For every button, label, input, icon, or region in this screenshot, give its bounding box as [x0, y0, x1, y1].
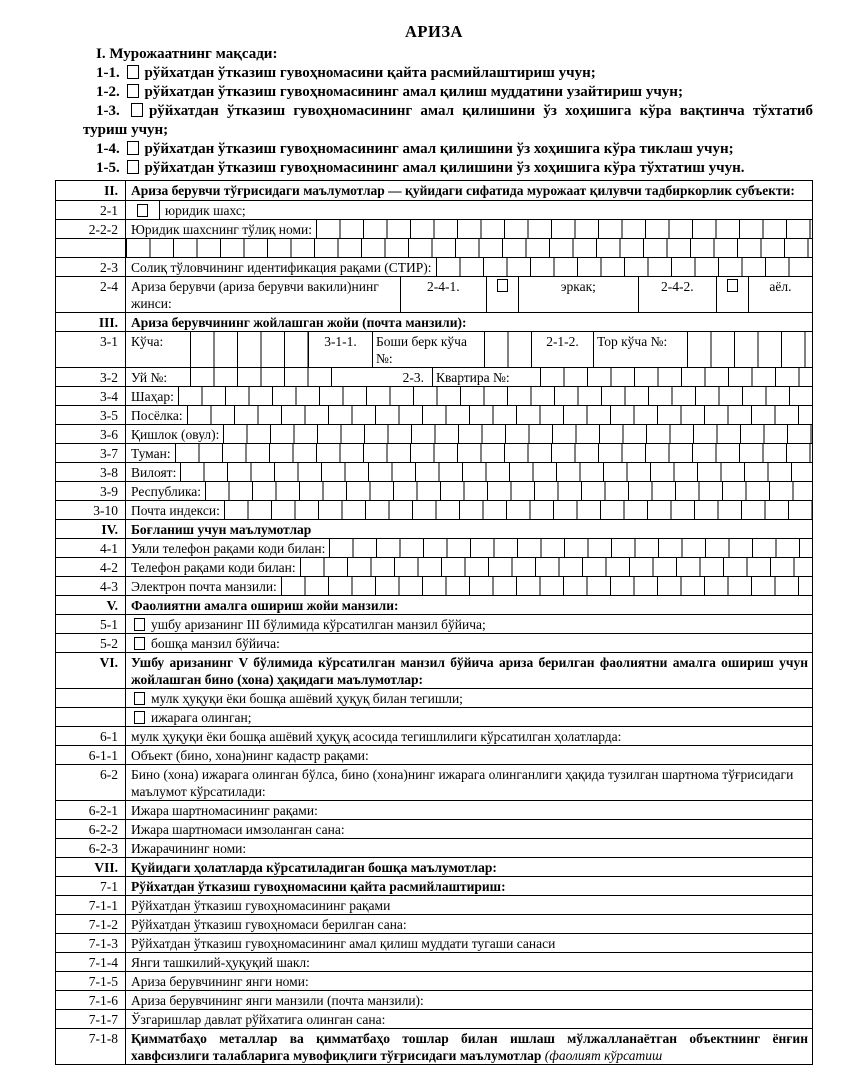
row-content [126, 991, 812, 1009]
table-row [56, 914, 812, 933]
row-label: Посёлка: [131, 408, 183, 423]
row-content [126, 596, 812, 614]
table-row [56, 652, 812, 688]
row-label: Ижарачининг номи: [131, 841, 247, 856]
row-label: Ариза берувчининг янги манзили (почта манзили): [131, 993, 424, 1008]
section-heading: Боғланиш учун маълумотлар [131, 522, 312, 537]
row-content [126, 915, 812, 933]
checkbox-icon [134, 637, 145, 650]
char-boxes [190, 368, 340, 386]
row-label: Бино (хона) ижарага олинган бўлса, бино (хона)нинг ижарага олинганлиги ҳақида тузилган шартнома тўғрисидаги маълумот кўрсатилади: [131, 767, 794, 799]
checkbox-icon [127, 160, 139, 174]
row-content [126, 258, 812, 276]
row-number: 6-2-2 [56, 820, 126, 838]
table-row [56, 576, 812, 595]
table-row [56, 1028, 812, 1064]
checkbox-icon [727, 279, 738, 292]
row-label-text: мулк ҳуқуқи ёки бошқа ашёвий ҳуқуқ билан тегишли; [151, 691, 463, 706]
row-number: 7-1-3 [56, 934, 126, 952]
char-boxes [223, 425, 812, 443]
table-row [56, 952, 812, 971]
table-row [56, 443, 812, 462]
row-label [126, 634, 812, 652]
table-row [56, 633, 812, 652]
purpose-item-text: рўйхатдан ўтказиш гувоҳномасининг амал қилиш муддатини узайтириш учун; [144, 84, 683, 100]
section-heading: Қуйидаги ҳолатларда кўрсатиладиган бошқа маълумотлар: [131, 860, 497, 875]
checkbox-icon [137, 204, 148, 217]
row-content [126, 387, 812, 405]
form-title: АРИЗА [405, 22, 463, 41]
row-number: 6-2 [56, 765, 126, 800]
row-label-text: бошқа манзил бўйича: [151, 636, 280, 651]
row-label: мулк ҳуқуқи ёки бошқа ашёвий ҳуқуқ асосида тегишлилиги кўрсатилган ҳолатларда: [131, 729, 622, 744]
char-boxes [190, 332, 308, 367]
row-number: V. [56, 596, 126, 614]
row-content [126, 708, 812, 726]
row-number: 7-1-6 [56, 991, 126, 1009]
char-boxes [180, 463, 812, 481]
row-label-text: ижарага олинган; [151, 710, 252, 725]
row-label: Электрон почта манзили: [131, 579, 277, 594]
purpose-list [83, 64, 813, 178]
purpose-item [83, 140, 813, 159]
row-content [126, 220, 812, 238]
row-number: 2-4 [56, 277, 126, 312]
row-number [56, 708, 126, 726]
row-content [126, 277, 812, 312]
row-content [126, 820, 812, 838]
row-number: 3-2 [56, 368, 126, 386]
row-label: Объект (бино, хона)нинг кадастр рақами: [131, 748, 369, 763]
purpose-item-number: 1-5. [96, 160, 124, 176]
row-number: 6-1-1 [56, 746, 126, 764]
row-content [126, 313, 812, 331]
row-label: Почта индекси: [131, 503, 220, 518]
row-number: 7-1-2 [56, 915, 126, 933]
table-row [56, 238, 812, 257]
gender-female-label: аёл. [748, 277, 812, 312]
row-label: Рўйхатдан ўтказиш гувоҳномасининг рақами [131, 898, 391, 913]
row-label: Рўйхатдан ўтказиш гувоҳномасининг амал қилиш муддати тугаши санаси [131, 936, 556, 951]
char-boxes [687, 332, 812, 367]
sub-label: Квартира №: [432, 368, 540, 386]
row-content [126, 896, 812, 914]
row-content [126, 765, 812, 800]
row-number: 7-1-5 [56, 972, 126, 990]
row-label: Телефон рақами коди билан: [131, 560, 296, 575]
row-content [126, 181, 812, 200]
row-number: 2-1 [56, 201, 126, 219]
table-row [56, 895, 812, 914]
table-row [56, 990, 812, 1009]
purpose-item-number: 1-2. [96, 84, 124, 100]
row-content [126, 425, 812, 443]
purpose-item-number: 1-3. [96, 103, 128, 119]
table-row [56, 933, 812, 952]
char-boxes [329, 539, 812, 557]
row-label-italic-text: (фаолият кўрсатиш [544, 1048, 663, 1063]
checkbox-icon [497, 279, 508, 292]
section-heading: Фаолиятни амалга ошириш жойи манзили: [131, 598, 399, 613]
table-row [56, 538, 812, 557]
char-boxes [540, 368, 812, 386]
row-content [126, 368, 812, 386]
table-row [56, 257, 812, 276]
row-number: 3-4 [56, 387, 126, 405]
table-row [56, 857, 812, 876]
row-number [56, 689, 126, 707]
char-boxes [126, 239, 812, 257]
char-boxes [436, 258, 812, 276]
row-label: Республика: [131, 484, 202, 499]
row-label: Ижара шартномасининг рақами: [131, 803, 318, 818]
row-content [126, 934, 812, 952]
row-number: 6-2-3 [56, 839, 126, 857]
table-row [56, 838, 812, 857]
row-label: Қишлок (овул): [131, 427, 220, 442]
row-number: 3-6 [56, 425, 126, 443]
sub-number: 3-1-1. [308, 332, 372, 367]
table-row [56, 331, 812, 367]
row-content [126, 727, 812, 745]
row-content [126, 463, 812, 481]
row-number: 6-1 [56, 727, 126, 745]
table-row [56, 745, 812, 764]
row-content [126, 501, 812, 519]
char-boxes [224, 501, 812, 519]
table-row [56, 688, 812, 707]
row-content [126, 634, 812, 652]
row-label: Ариза берувчи (ариза берувчи вакили)нинг жинси: [131, 279, 379, 311]
table-row [56, 557, 812, 576]
purpose-item-text: рўйхатдан ўтказиш гувоҳномасининг амал қилишини ўз хоҳишига кўра тўхтатиш учун. [144, 160, 745, 176]
char-boxes [175, 444, 812, 462]
row-number: 4-3 [56, 577, 126, 595]
row-number: VI. [56, 653, 126, 688]
purpose-item [83, 83, 813, 102]
row-content [126, 332, 812, 367]
row-number: 5-2 [56, 634, 126, 652]
purpose-item [83, 64, 813, 83]
row-label: Ариза берувчининг янги номи: [131, 974, 309, 989]
row-number: 7-1 [56, 877, 126, 895]
char-boxes [300, 558, 812, 576]
purpose-item [83, 159, 813, 178]
row-content [126, 1010, 812, 1028]
checkbox-cell [126, 201, 160, 219]
row-number: VII. [56, 858, 126, 876]
table-row [56, 481, 812, 500]
table-row [56, 462, 812, 481]
row-label [126, 615, 812, 633]
char-boxes [205, 482, 812, 500]
table-row [56, 181, 812, 200]
row-label: юридик шахс; [165, 203, 246, 218]
row-content [126, 839, 812, 857]
row-number: 2-2-2 [56, 220, 126, 238]
application-table [55, 180, 813, 1065]
sub-number: 2-1-2. [531, 332, 593, 367]
gender-male-label: эркак; [518, 277, 638, 312]
row-number: II. [56, 181, 126, 200]
row-label: Рўйхатдан ўтказиш гувоҳномасини қайта расмийлаштириш: [131, 879, 506, 894]
table-row [56, 386, 812, 405]
row-number: 7-1-1 [56, 896, 126, 914]
purpose-item-number: 1-4. [96, 141, 124, 157]
sub-number: 2-4-2. [638, 277, 716, 312]
row-number: 3-7 [56, 444, 126, 462]
purpose-section [83, 45, 813, 178]
row-label: Янги ташкилий-ҳуқуқий шакл: [131, 955, 310, 970]
checkbox-icon [134, 692, 145, 705]
row-content [126, 972, 812, 990]
row-content [126, 746, 812, 764]
table-row [56, 519, 812, 538]
row-content [126, 201, 812, 219]
purpose-item-text: рўйхатдан ўтказиш гувоҳномасининг амал қилишини ўз хоҳишига кўра тиклаш учун; [144, 141, 734, 157]
table-row [56, 312, 812, 331]
row-label-bold-text: Қимматбаҳо металлар ва қимматбаҳо тошлар билан ишлаш мўлжалланаётган объектнинг ёнғин хавфсизлиги талабларига мувофиқлиги тўғрисидаги маълумотлар [131, 1031, 808, 1063]
checkbox-icon [131, 103, 143, 117]
table-row [56, 764, 812, 800]
row-label [126, 689, 812, 707]
table-row [56, 200, 812, 219]
checkbox-icon [134, 618, 145, 631]
row-label: Солиқ тўловчининг идентификация рақами (СТИР): [131, 260, 432, 275]
row-number: 3-10 [56, 501, 126, 519]
row-number: 7-1-8 [56, 1029, 126, 1064]
char-boxes [484, 332, 531, 367]
row-label: Туман: [131, 446, 171, 461]
row-number: IV. [56, 520, 126, 538]
row-content [126, 653, 812, 688]
row-number: 3-8 [56, 463, 126, 481]
checkbox-icon [127, 84, 139, 98]
row-number: 7-1-4 [56, 953, 126, 971]
row-number: 6-2-1 [56, 801, 126, 819]
checkbox-icon [134, 711, 145, 724]
purpose-item-text: рўйхатдан ўтказиш гувоҳномасини қайта расмийлаштириш учун; [144, 65, 596, 81]
row-content [126, 858, 812, 876]
row-label: Ўзгаришлар давлат рўйхатига олинган сана: [131, 1012, 386, 1027]
table-row [56, 800, 812, 819]
purpose-item-text: рўйхатдан ўтказиш гувоҳномасининг амал қилишини ўз хоҳишига кўра вақтинча тўхтатиб туриш учун; [83, 103, 813, 138]
row-label-text: ушбу аризанинг III бўлимида кўрсатилган манзил бўйича; [151, 617, 486, 632]
char-boxes [281, 577, 812, 595]
section-heading: Ариза берувчи тўғрисидаги маълумотлар — қуйидаги сифатида мурожаат қилувчи тадбиркорлик субъекти: [131, 183, 795, 198]
table-row [56, 276, 812, 312]
row-number: 3-9 [56, 482, 126, 500]
row-content [126, 406, 812, 424]
row-content [126, 615, 812, 633]
sub-number: 2-3. [402, 370, 424, 385]
char-boxes [316, 220, 812, 238]
purpose-item-number: 1-1. [96, 65, 124, 81]
row-label: Уй №: [131, 370, 168, 385]
row-content [126, 877, 812, 895]
row-label [126, 1029, 812, 1064]
row-content [126, 539, 812, 557]
table-row [56, 614, 812, 633]
row-number: 4-2 [56, 558, 126, 576]
section-heading: Ариза берувчининг жойлашган жойи (почта манзили): [131, 315, 467, 330]
table-row [56, 707, 812, 726]
row-number [56, 239, 126, 257]
row-label: Вилоят: [131, 465, 177, 480]
row-content [126, 520, 812, 538]
row-label: Шаҳар: [131, 389, 174, 404]
row-label: Кўча: [131, 334, 164, 349]
row-label: Рўйхатдан ўтказиш гувоҳномаси берилган сана: [131, 917, 407, 932]
row-number: 3-1 [56, 332, 126, 367]
sub-label: Тор кўча №: [593, 332, 687, 367]
row-number: 3-5 [56, 406, 126, 424]
row-content [126, 577, 812, 595]
row-label: Юридик шахснинг тўлиқ номи: [131, 222, 312, 237]
sub-label: Боши берк кўча №: [372, 332, 484, 367]
section-heading: Ушбу аризанинг V бўлимида кўрсатилган манзил бўйича ариза берилган фаолиятни амалга ошириш учун жойлашган бино (хона) ҳақидаги маълумотлар: [131, 655, 808, 687]
row-content [126, 444, 812, 462]
row-content [126, 689, 812, 707]
table-row [56, 367, 812, 386]
row-number: 7-1-7 [56, 1010, 126, 1028]
row-content [126, 558, 812, 576]
table-row [56, 405, 812, 424]
checkbox-icon [127, 141, 139, 155]
checkbox-cell [716, 277, 748, 312]
row-label: Ижара шартномаси имзоланган сана: [131, 822, 345, 837]
table-row [56, 424, 812, 443]
table-row [56, 1009, 812, 1028]
row-content [126, 239, 812, 257]
row-number: III. [56, 313, 126, 331]
row-label [126, 708, 812, 726]
char-boxes [187, 406, 812, 424]
row-content [126, 482, 812, 500]
sub-number: 2-4-1. [400, 277, 486, 312]
table-row [56, 219, 812, 238]
row-number: 4-1 [56, 539, 126, 557]
table-row [56, 500, 812, 519]
row-content [126, 801, 812, 819]
table-row [56, 726, 812, 745]
table-row [56, 971, 812, 990]
row-label: Уяли телефон рақами коди билан: [131, 541, 326, 556]
purpose-heading: I. Мурожаатнинг мақсади: [96, 46, 278, 62]
table-row [56, 876, 812, 895]
table-row [56, 819, 812, 838]
purpose-item [83, 102, 813, 140]
row-number: 2-3 [56, 258, 126, 276]
char-boxes [178, 387, 812, 405]
row-content [126, 953, 812, 971]
row-content [126, 1029, 812, 1064]
checkbox-cell [486, 277, 518, 312]
table-row [56, 595, 812, 614]
row-number: 5-1 [56, 615, 126, 633]
checkbox-icon [127, 65, 139, 79]
